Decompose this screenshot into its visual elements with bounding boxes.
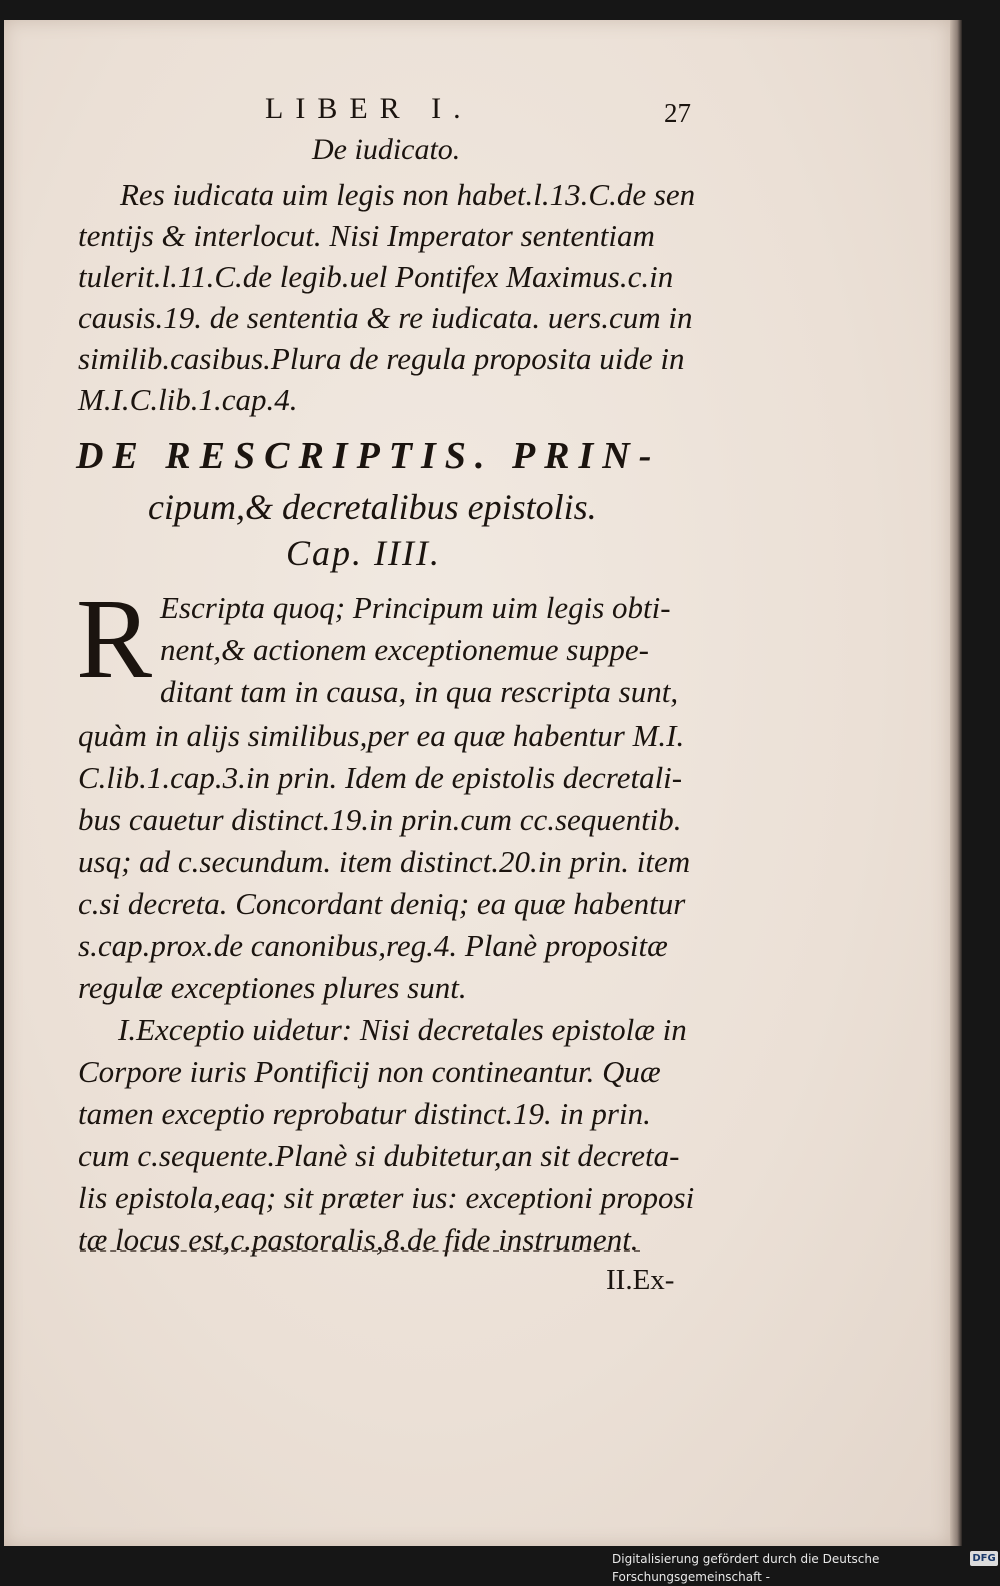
text-line: bus cauetur distinct.19.in prin.cum cc.sequentib. [78, 802, 682, 837]
underline-marks [80, 1250, 640, 1258]
text-line: usq; ad c.secundum. item distinct.20.in prin. item [78, 844, 691, 879]
text-line: c.si decreta. Concordant deniq; ea quæ habentur [78, 886, 686, 921]
chapter-number: Cap. IIII. [286, 533, 441, 573]
drop-cap-initial: R [76, 575, 153, 702]
chapter-heading-line-1: DE RESCRIPTIS. PRIN- [76, 435, 661, 477]
dfg-logo-icon: DFG [970, 1551, 998, 1566]
chapter-heading-line-2: cipum,& decretalibus epistolis. [148, 487, 597, 527]
text-line: tamen exceptio reprobatur distinct.19. in prin. [78, 1096, 651, 1131]
text-line: Corpore iuris Pontificij non contineantur. Quæ [78, 1054, 661, 1089]
page-edge [950, 20, 962, 1546]
text-line: ditant tam in causa, in qua rescripta sunt, [160, 674, 679, 709]
text-line: cum c.sequente.Planè si dubitetur,an sit decreta- [78, 1138, 680, 1173]
page-number: 27 [664, 98, 691, 128]
text-line: tæ locus est,c.pastoralis,8.de fide instrument. [78, 1222, 639, 1257]
text-line: s.cap.prox.de canonibus,reg.4. Planè propositæ [78, 928, 668, 963]
text-line: I.Exceptio uidetur: Nisi decretales epistolæ in [118, 1012, 687, 1047]
text-line: lis epistola,eaq; sit præter ius: exceptioni proposi [78, 1180, 695, 1215]
text-line: Escripta quoq; Principum uim legis obti- [160, 590, 671, 625]
text-line: quàm in alijs similibus,per ea quæ habentur M.I. [78, 718, 685, 753]
running-head: LIBER I. [265, 92, 473, 125]
digitization-credit: Digitalisierung gefördert durch die Deutsche Forschungsgemeinschaft - [612, 1552, 880, 1584]
text-line: tentijs & interlocut. Nisi Imperator sententiam [78, 218, 655, 253]
catchword: II.Ex- [606, 1264, 675, 1296]
text-line: similib.casibus.Plura de regula proposita uide in [78, 341, 685, 376]
text-line: nent,& actionem exceptionemue suppe- [160, 632, 649, 667]
text-line: tulerit.l.11.C.de legib.uel Pontifex Maximus.c.in [78, 259, 674, 294]
text-line: regulæ exceptiones plures sunt. [78, 970, 467, 1005]
text-line: M.I.C.lib.1.cap.4. [78, 382, 298, 417]
text-line: causis.19. de sententia & re iudicata. uers.cum in [78, 300, 693, 335]
text-line: C.lib.1.cap.3.in prin. Idem de epistolis decretali- [78, 760, 683, 795]
text-line: Res iudicata uim legis non habet.l.13.C.de sen [120, 177, 696, 212]
section-subtitle: De iudicato. [312, 133, 461, 166]
